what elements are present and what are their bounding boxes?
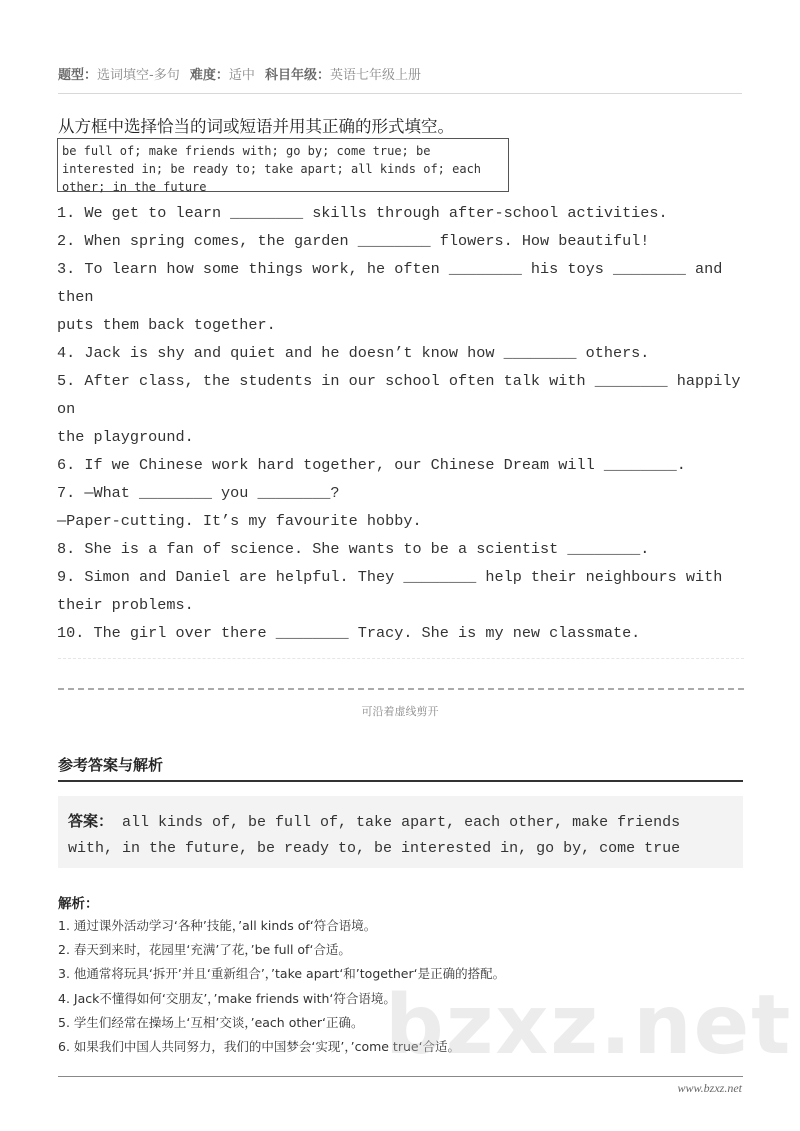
divider xyxy=(58,93,742,94)
question-line: 4. Jack is shy and quiet and he doesn’t know how ________ others. xyxy=(57,344,650,362)
divider xyxy=(58,780,743,782)
word-bank-line: interested in; be ready to; take apart; all kinds of; each xyxy=(62,162,482,176)
footer-url: www.bzxz.net xyxy=(677,1081,742,1095)
difficulty-value: 适中 xyxy=(228,68,255,83)
answer-text: all kinds of, be full of, take apart, each other, make friends with, in the future, be ready to, be interested in, go by, come true xyxy=(68,814,681,857)
question-line: 8. She is a fan of science. She wants to be a scientist ________. xyxy=(57,540,650,558)
watermark: bzxz.net xyxy=(385,978,793,1073)
analysis-item: 1. 通过课外活动学习‘各种’技能，’all kinds of‘符合语境。 xyxy=(58,918,377,933)
question-line: their problems. xyxy=(57,596,194,614)
question-list xyxy=(57,199,750,647)
question-line: 7. —What ________ you ________? xyxy=(57,484,340,502)
question-line: 6. If we Chinese work hard together, our Chinese Dream will ________. xyxy=(57,456,686,474)
answer-section-title: 参考答案与解析 xyxy=(58,756,164,774)
question-line: 5. After class, the students in our school often talk with ________ happily on xyxy=(57,372,750,418)
question-line: 9. Simon and Daniel are helpful. They ________ help their neighbours with xyxy=(57,568,723,586)
type-label: 题型： xyxy=(58,68,98,83)
analysis-item: 6. 如果我们中国人共同努力，我们的中国梦会‘实现’，’come true‘合适。 xyxy=(58,1039,461,1055)
word-bank-line: other; in the future xyxy=(62,180,207,194)
question-line: 2. When spring comes, the garden ________ flowers. How beautiful! xyxy=(57,232,650,250)
analysis-list xyxy=(58,914,748,1059)
question-line: puts them back together. xyxy=(57,316,276,334)
analysis-item: 5. 学生们经常在操场上‘互相’交谈，’each other‘正确。 xyxy=(58,1014,364,1030)
cut-note: 可沿着虚线剪开 xyxy=(361,705,439,718)
difficulty-label: 难度： xyxy=(189,68,229,83)
analysis-label: 解析： xyxy=(58,896,99,912)
dashed-divider-faint xyxy=(58,658,744,659)
grade-label: 科目年级： xyxy=(265,68,331,83)
word-bank-line: be full of; make friends with; go by; come true; be xyxy=(62,144,431,158)
analysis-item: 2. 春天到来时，花园里‘充满’了花，’be full of‘合适。 xyxy=(58,942,351,958)
divider xyxy=(58,1076,743,1077)
question-line: the playground. xyxy=(57,428,194,446)
question-line: 3. To learn how some things work, he often ________ his toys ________ and then xyxy=(57,260,732,306)
question-meta xyxy=(58,64,742,83)
analysis-item: 3. 他通常将玩具‘拆开’并且‘重新组合’，’take apart‘和’together‘是正确的搭配。 xyxy=(58,966,506,982)
grade-value: 英语七年级上册 xyxy=(330,68,422,83)
cut-line xyxy=(58,688,744,690)
answer-box xyxy=(58,796,743,868)
question-line: 1. We get to learn ________ skills through after-school activities. xyxy=(57,204,668,222)
word-bank-box xyxy=(57,138,509,192)
answer-label: 答案： xyxy=(68,812,114,830)
type-value: 选词填空-多句 xyxy=(97,68,180,83)
instruction: 从方框中选择恰当的词或短语并用其正确的形式填空。 xyxy=(58,117,454,136)
question-line: —Paper-cutting. It’s my favourite hobby. xyxy=(57,512,422,530)
question-line: 10. The girl over there ________ Tracy. She is my new classmate. xyxy=(57,624,641,642)
analysis-item: 4. Jack不懂得如何‘交朋友’，’make friends with‘符合语境。 xyxy=(58,990,396,1006)
